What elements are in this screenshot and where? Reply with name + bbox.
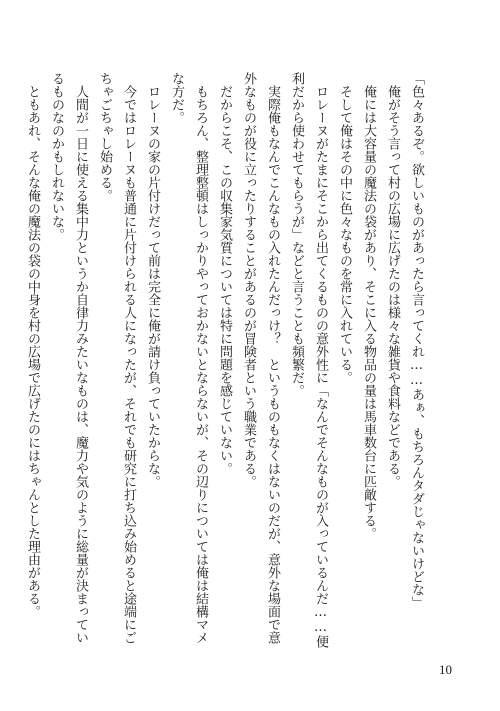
text-line: 実際俺もなんでこんなもの入れたんだっけ？ というものもなくはないのだが、意外な場面で意 [265,72,280,644]
text-line: 俺には大容量の魔法の袋があり、そこに入る物品の量は馬車数台に匹敵する。 [361,72,376,540]
text-line: ともあれ、そんな俺の魔法の袋の中身を村の広場で広げたのにはちゃんとした理由がある。 [25,72,40,618]
text-line: 俺がそう言って村の広場に広げたのは様々な雑貨や食料などである。 [385,72,400,488]
text-line: 外なものが役に立ったりすることがあるのが冒険者という職業である。 [241,72,256,488]
text-line: 利だから使わせてもらうが」などと言うことも頻繁だ。 [289,72,304,397]
text-line: ちゃごちゃし始める。 [97,72,112,202]
text-line: ロレーヌの家の片付けだって前は完全に俺が請け負っていたからな。 [145,72,160,488]
text-line: もちろん、整理整頓はしっかりやっておかないとならないが、その辺りについては俺は結構マメ [193,72,208,644]
text-line: そして俺はその中に色々なものを常に入れている。 [337,72,352,384]
text-line: 「色々あるぞ。欲しいものがあったら言ってくれ……あぁ、もちろんタダじゃないけどな」 [409,72,424,609]
text-line: 今ではロレーヌも普通に片付けられる人になったが、それでも研究に打ち込み始めると途端にご [121,72,136,644]
text-line: 人間が一日に使える集中力というか自律力みたいなものは、魔力や気のように総量が決まってい [73,72,88,644]
text-line: ロレーヌがたまにそこから出てくるものの意外性に「なんでそんなものが入っているんだ……便 [313,72,328,648]
page-number: 10 [439,662,452,677]
body-text [25,72,428,648]
text-line: な方だ。 [169,72,184,124]
text-line: るものなのかもしれないな。 [49,72,64,241]
text-line: だからこそ、この収集家気質については特に問題を感じていない。 [217,72,232,475]
